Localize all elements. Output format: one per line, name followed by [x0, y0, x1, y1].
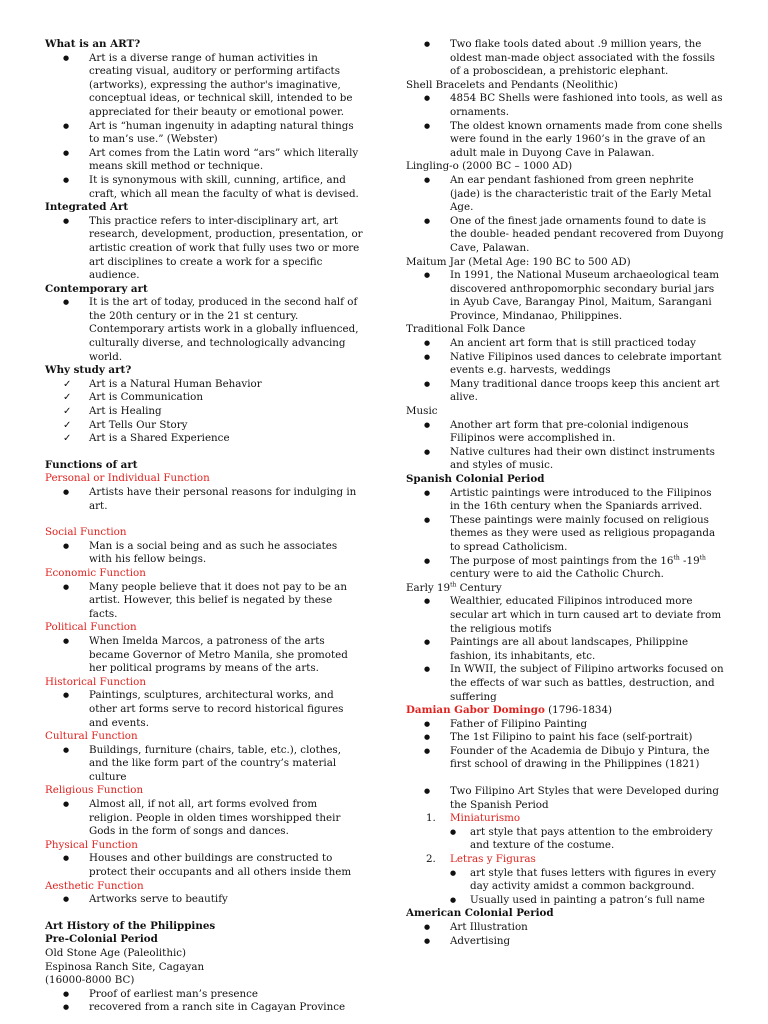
early-19th-list: [406, 595, 724, 704]
heading-american-colonial: American Colonial Period: [406, 907, 554, 920]
list-item: ● Proof of earliest man’s presence: [45, 988, 363, 1002]
list-item-purpose: [406, 555, 724, 582]
section-title-early-19th: [406, 582, 724, 596]
text-line: Old Stone Age (Paleolithic): [45, 947, 187, 959]
section-title-music: Music: [406, 405, 438, 418]
function-list-physical: [45, 852, 363, 879]
list-item: ● Artists have their personal reasons for indulging in art.: [45, 486, 363, 513]
shell-list: [406, 92, 724, 160]
list-item: ● Founder of the Academia de Dibujo y Pintura, the first school of drawing in the Philippines (1821): [406, 745, 724, 772]
function-title-historical: Historical Function: [45, 675, 147, 688]
list-item: ● Paintings are all about landscapes, Philippine fashion, its inhabitants, etc.: [406, 636, 724, 663]
contemporary-art-list: [45, 296, 363, 364]
section-title-shell: Shell Bracelets and Pendants (Neolithic): [406, 78, 618, 91]
function-title-personal: Personal or Individual Function: [45, 472, 210, 485]
spanish-list: [406, 487, 724, 582]
heading-what-is-art: What is an ART?: [45, 38, 141, 50]
text-part: Early 19: [406, 581, 451, 594]
function-title-economic: Economic Function: [45, 566, 146, 579]
heading-pre-colonial: Pre-Colonial Period: [45, 933, 158, 946]
list-item: ● Houses and other buildings are constructed to protect their occupants and all others inside them: [45, 852, 363, 879]
list-item: ● In 1991, the National Museum archaeological team discovered anthropomorphic secondary burial jars in Ayub Cave, Barangay Pinol, Maitum, Sarangani Province, Mindanao, Philippines.: [406, 269, 724, 323]
list-item: ● 4854 BC Shells were fashioned into tools, as well as ornaments.: [406, 92, 724, 119]
heading-contemporary-art: Contemporary art: [45, 282, 148, 295]
heading-why-study-art: Why study art?: [45, 364, 132, 377]
list-item: ● Artworks serve to beautify: [45, 893, 363, 907]
superscript: th: [673, 554, 680, 562]
text-part: -19: [679, 554, 700, 567]
list-item: ● These paintings were mainly focused on religious themes as they were used as religious propaganda to spread Catholicism.: [406, 514, 724, 555]
list-item: ● recovered from a ranch site in Cagayan Province: [45, 1001, 363, 1015]
section-title-maitum: Maitum Jar (Metal Age: 190 BC to 500 AD): [406, 255, 631, 268]
list-item: ● Native cultures had their own distinct instruments and styles of music.: [406, 446, 724, 473]
list-item: ● Advertising: [406, 935, 724, 949]
check-item: ✓ Art Tells Our Story: [45, 419, 363, 433]
text-part: The purpose of most paintings from the 16: [450, 554, 674, 567]
text-part: Century: [456, 581, 502, 594]
function-list-personal: [45, 486, 363, 513]
text-line: Espinosa Ranch Site, Cagayan: [45, 960, 205, 973]
list-item: ● Man is a social being and as such he associates with his fellow beings.: [45, 540, 363, 567]
list-item: ● The 1st Filipino to paint his face (self-portrait): [406, 731, 724, 745]
numbered-item-letras: [406, 853, 724, 867]
list-item: ● In WWII, the subject of Filipino artworks focused on the effects of war such as battles, destruction, and suffering: [406, 663, 724, 704]
function-list-historical: [45, 689, 363, 730]
heading-art-history: Art History of the Philippines: [45, 919, 216, 932]
music-list: [406, 419, 724, 473]
why-study-checklist: [45, 378, 363, 446]
check-item: ✓ Art is Healing: [45, 405, 363, 419]
list-item: ● An ear pendant fashioned from green nephrite (jade) is the characteristic trait of the Early Metal Age.: [406, 174, 724, 215]
text-line: (16000-8000 BC): [45, 974, 135, 987]
list-item: ● It is synonymous with skill, cunning, artifice, and craft, which all mean the faculty of what is devised.: [45, 174, 363, 201]
list-item: ● Art Illustration: [406, 921, 724, 935]
list-item: ● This practice refers to inter-disciplinary art, art research, development, production, presentation, or artistic creation of work that fully uses two or more art disciplines to create a work for a specific audience.: [45, 215, 363, 283]
heading-spanish-colonial: Spanish Colonial Period: [406, 473, 545, 485]
function-title-cultural: Cultural Function: [45, 730, 138, 743]
list-item: ● Artistic paintings were introduced to the Filipinos in the 16th century when the Spaniards arrived.: [406, 487, 724, 514]
list-item: ● Art is a diverse range of human activities in creating visual, auditory or performing artifacts (artworks), expressing the author's imaginative, conceptual ideas, or technical skill, intended to be appreciated for their beauty or emotional power.: [45, 52, 363, 120]
section-title-folk-dance: Traditional Folk Dance: [406, 323, 526, 336]
list-item: ● Another art form that pre-colonial indigenous Filipinos were accomplished in.: [406, 419, 724, 446]
style-title: Miniaturismo: [450, 812, 521, 825]
right-column: [406, 38, 724, 948]
check-item: ✓ Art is Communication: [45, 391, 363, 405]
function-list-economic: [45, 581, 363, 622]
flake-tools-list: [406, 38, 724, 79]
check-item: ✓ Art is a Shared Experience: [45, 432, 363, 446]
list-item: ● When Imelda Marcos, a patroness of the arts became Governor of Metro Manila, she promoted her political programs by means of the arts.: [45, 635, 363, 676]
item-number: 1.: [426, 812, 436, 825]
list-item: ● Many traditional dance troops keep this ancient art alive.: [406, 378, 724, 405]
list-item: ● The oldest known ornaments made from cone shells were found in the early 1960’s in the grave of an adult male in Duyong Cave in Palawan.: [406, 120, 724, 161]
section-title-damian: [406, 704, 724, 718]
list-item: ● Usually used in painting a patron’s full name: [406, 894, 724, 908]
list-item: ● Almost all, if not all, art forms evolved from religion. People in olden times worshipped their Gods in the form of songs and dances.: [45, 798, 363, 839]
function-title-social: Social Function: [45, 526, 127, 539]
maitum-list: [406, 269, 724, 323]
pre-colonial-list: [45, 988, 363, 1015]
function-list-social: [45, 540, 363, 567]
list-item: ● Two flake tools dated about .9 million years, the oldest man-made object associated with the fossils of a proboscidean, a prehistoric elephant.: [406, 38, 724, 79]
art-styles-list: [406, 785, 724, 907]
list-item: ● Wealthier, educated Filipinos introduced more secular art which in turn caused art to deviate from the religious motifs: [406, 595, 724, 636]
function-list-religious: [45, 798, 363, 839]
left-column: [45, 38, 363, 1015]
list-item: ● Art comes from the Latin word “ars” which literally means skill method or technique.: [45, 147, 363, 174]
damian-name: Damian Gabor Domingo: [406, 704, 545, 717]
list-item: ● Many people believe that it does not pay to be an artist. However, this belief is negated by these facts.: [45, 581, 363, 622]
function-title-physical: Physical Function: [45, 838, 138, 851]
integrated-art-list: [45, 215, 363, 283]
list-item: ● Paintings, sculptures, architectural works, and other art forms serve to record historical figures and events.: [45, 689, 363, 730]
american-list: [406, 921, 724, 948]
folk-dance-list: [406, 337, 724, 405]
item-number: 2.: [426, 853, 436, 866]
list-item: ● art style that pays attention to the embroidery and texture of the costume.: [406, 826, 724, 853]
text-part: century were to aid the Catholic Church.: [450, 568, 664, 581]
list-item: ● Native Filipinos used dances to celebrate important events e.g. harvests, weddings: [406, 351, 724, 378]
list-item: ● It is the art of today, produced in the second half of the 20th century or in the 21 st century. Contemporary artists work in a globally influenced, culturally diverse, and technologically advancing world.: [45, 296, 363, 364]
list-item: ● An ancient art form that is still practiced today: [406, 337, 724, 351]
heading-integrated-art: Integrated Art: [45, 201, 129, 214]
list-item: ● One of the finest jade ornaments found to date is the double- headed pendant recovered from Duyong Cave, Palawan.: [406, 215, 724, 256]
list-item: ● Buildings, furniture (chairs, table, etc.), clothes, and the like form part of the country’s material culture: [45, 744, 363, 785]
list-item: ● Art is “human ingenuity in adapting natural things to man’s use.” (Webster): [45, 120, 363, 147]
function-title-aesthetic: Aesthetic Function: [45, 879, 144, 892]
what-is-art-list: [45, 52, 363, 202]
numbered-item-miniaturismo: [406, 812, 724, 826]
lingling-list: [406, 174, 724, 256]
style-title: Letras y Figuras: [450, 853, 536, 866]
damian-list: [406, 718, 724, 772]
list-item: ● Father of Filipino Painting: [406, 718, 724, 732]
function-list-political: [45, 635, 363, 676]
list-item: ● art style that fuses letters with figures in every day activity amidst a common background.: [406, 867, 724, 894]
check-item: ✓ Art is a Natural Human Behavior: [45, 378, 363, 392]
superscript: th: [450, 581, 457, 589]
superscript: th: [699, 554, 706, 562]
heading-functions-of-art: Functions of art: [45, 458, 138, 471]
function-list-aesthetic: [45, 893, 363, 907]
list-item: ● Two Filipino Art Styles that were Developed during the Spanish Period: [406, 785, 724, 812]
function-title-religious: Religious Function: [45, 784, 144, 797]
function-list-cultural: [45, 744, 363, 785]
function-title-political: Political Function: [45, 621, 137, 634]
damian-years: (1796-1834): [544, 704, 613, 717]
section-title-lingling: Lingling-o (2000 BC – 1000 AD): [406, 160, 573, 173]
